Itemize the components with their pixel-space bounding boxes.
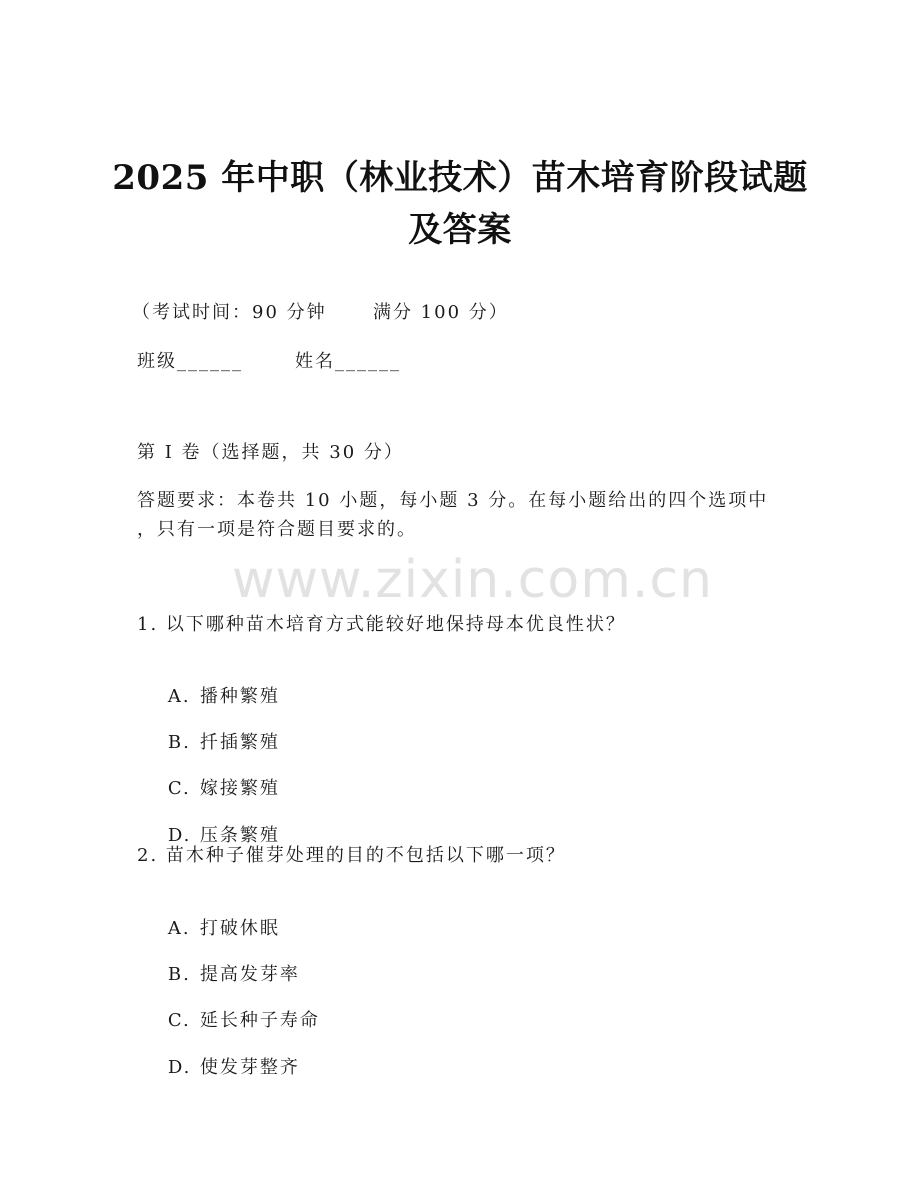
option-letter: D. — [167, 825, 192, 846]
watermark-text: www.zixin.com.cn — [232, 550, 713, 610]
name-field-label: 姓名______ — [295, 351, 401, 372]
option-text: 提高发芽率 — [199, 964, 300, 985]
option-letter: A. — [167, 918, 191, 939]
document-title-line-2: 及答案 — [408, 210, 512, 250]
instructions-line-1: 答题要求：本卷共 10 小题，每小题 3 分。在每小题给出的四个选项中 — [137, 490, 769, 511]
option-text: 播种繁殖 — [199, 686, 280, 707]
section-title: 第 I 卷（选择题，共 30 分） — [137, 442, 404, 463]
class-field-label: 班级______ — [137, 351, 243, 372]
option-text: 使发芽整齐 — [199, 1057, 300, 1078]
option-text: 扦插繁殖 — [199, 732, 280, 753]
option-text: 打破休眠 — [199, 918, 280, 939]
option-letter: D. — [167, 1057, 192, 1078]
question-stem: 2. 苗木种子催芽处理的目的不包括以下哪一项？ — [137, 845, 566, 866]
option-text: 延长种子寿命 — [199, 1010, 320, 1031]
option-letter: B. — [167, 732, 191, 753]
option-row — [137, 1029, 300, 1107]
question-stem: 1. 以下哪种苗木培育方式能较好地保持母本优良性状？ — [137, 614, 626, 635]
option-letter: B. — [167, 964, 191, 985]
option-letter: C. — [167, 778, 191, 799]
option-letter: C. — [167, 1010, 191, 1031]
option-letter: A. — [167, 686, 191, 707]
option-text: 压条繁殖 — [199, 825, 280, 846]
document-title-line-1: 2025 年中职（林业技术）苗木培育阶段试题 — [112, 158, 808, 198]
exam-info: （考试时间：90 分钟 满分 100 分） — [132, 302, 509, 323]
instructions-line-2: ，只有一项是符合题目要求的。 — [137, 519, 417, 540]
option-text: 嫁接繁殖 — [199, 778, 280, 799]
